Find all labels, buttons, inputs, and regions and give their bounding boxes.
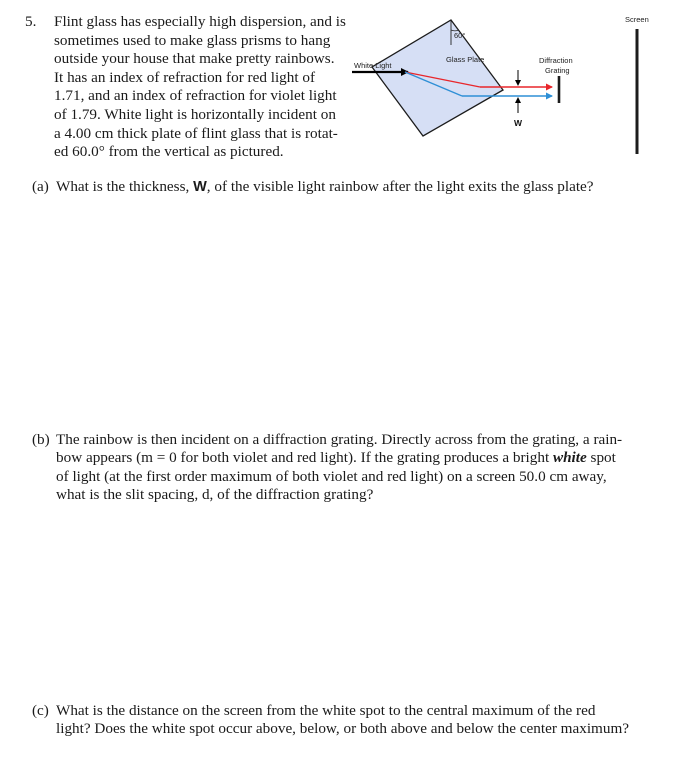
glass-plate-label: Glass Plate (446, 55, 485, 64)
question-number: 5. (25, 13, 37, 30)
grating-label-line-1: Diffraction (539, 56, 573, 65)
statement-line: ed 60.0° from the vertical as pictured. (54, 143, 284, 161)
part-b-line (56, 449, 662, 467)
statement-line: of 1.79. White light is horizontally incident on (54, 105, 336, 123)
statement-line: 1.71, and an index of refraction for violet light (54, 87, 337, 105)
optics-diagram (0, 0, 697, 170)
part-a-symbol: W (193, 179, 207, 195)
grating-label-line-2: Grating (545, 66, 570, 75)
part-c-label: (c) (32, 702, 49, 719)
part-b-line: what is the slit spacing, d, of the diffraction grating? (56, 486, 374, 504)
white-light-label: White Light (354, 61, 392, 70)
part-b (32, 431, 662, 505)
part-a-question (56, 178, 672, 196)
statement-line: outside your house that make pretty rainbows. (54, 50, 335, 68)
part-b-line: The rainbow is then incident on a diffraction grating. Directly across from the grating, a rain- (56, 431, 623, 448)
w-label: W (514, 118, 523, 128)
statement-line: a 4.00 cm thick plate of flint glass that is rotat- (54, 124, 338, 142)
part-b-emphasis: white (552, 449, 587, 467)
part-c-question (56, 702, 672, 739)
part-a (32, 178, 672, 196)
part-c-line: light? Does the white spot occur above, below, or both above and below the center maximum? (56, 720, 630, 738)
part-b-line: of light (at the first order maximum of both violet and red light) on a screen 50.0 cm away, (56, 467, 607, 485)
part-a-text-1: What is the thickness, (56, 178, 194, 195)
statement-line: It has an index of refraction for red light of (54, 68, 316, 86)
statement-line: Flint glass has especially high dispersion, and is (54, 13, 346, 30)
part-a-label: (a) (32, 178, 49, 195)
part-c (32, 702, 672, 739)
part-b-line-2a: bow appears (m = 0 for both violet and red light). If the grating produces a bright (56, 449, 553, 467)
part-b-question (56, 431, 662, 505)
part-c-line: What is the distance on the screen from the white spot to the central maximum of the red (56, 702, 596, 719)
part-b-label: (b) (32, 431, 50, 448)
statement-line: sometimes used to make glass prisms to hang (54, 31, 331, 49)
angle-label: 60° (454, 31, 466, 40)
screen-label: Screen (625, 15, 649, 24)
part-b-line-2b: spot (586, 449, 616, 467)
part-a-text-2: , of the visible light rainbow after the light exits the glass plate? (206, 178, 594, 195)
